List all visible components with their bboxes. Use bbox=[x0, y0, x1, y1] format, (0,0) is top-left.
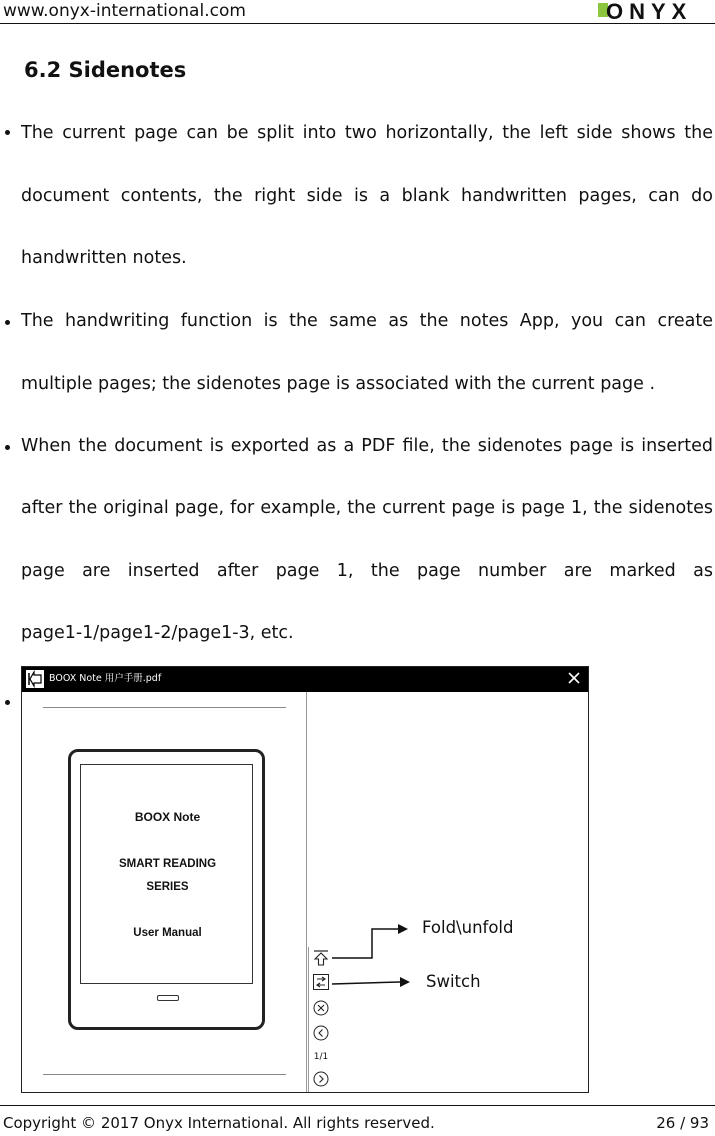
header-divider bbox=[0, 23, 715, 24]
device-screen bbox=[80, 764, 253, 984]
bullet-line: The current page can be split into two horizontally, the left side shows the bbox=[21, 123, 713, 143]
close-icon[interactable] bbox=[566, 670, 582, 686]
switch-callout: Switch bbox=[426, 972, 481, 991]
device-home-button bbox=[157, 995, 179, 1001]
footer-copyright: Copyright © 2017 Onyx International. All rights reserved. bbox=[3, 1114, 435, 1132]
sidenote-toolbar bbox=[308, 947, 333, 1092]
reader-title-bar bbox=[22, 667, 588, 692]
bullet-line: after the original page, for example, the current page is page 1, the sidenotes bbox=[21, 498, 713, 518]
section-title: 6.2 Sidenotes bbox=[24, 58, 187, 82]
bullet-line: handwritten notes. bbox=[21, 248, 187, 268]
next-page-icon[interactable] bbox=[313, 1071, 329, 1087]
fold-unfold-icon[interactable] bbox=[313, 950, 329, 966]
bullet-line: When the document is exported as a PDF file, the sidenotes page is inserted bbox=[21, 436, 713, 456]
bullet-dot bbox=[5, 445, 10, 450]
prev-page-icon[interactable] bbox=[313, 1025, 329, 1041]
sidenotes-screenshot bbox=[21, 666, 589, 1093]
bullet-line: The handwriting function is the same as the notes App, you can create bbox=[21, 311, 713, 331]
page-indicator: 1/1 bbox=[313, 1052, 329, 1062]
fold-unfold-callout: Fold\unfold bbox=[422, 918, 514, 937]
page-top-rule bbox=[43, 707, 286, 708]
header-url: www.onyx-international.com bbox=[3, 1, 246, 21]
close-circle-icon[interactable] bbox=[313, 1000, 329, 1016]
bullet-dot bbox=[5, 320, 10, 325]
device-illustration bbox=[68, 749, 265, 1030]
onyx-logo bbox=[598, 1, 712, 21]
back-icon[interactable] bbox=[26, 670, 44, 688]
footer-page-number: 26 / 93 bbox=[656, 1114, 709, 1132]
cover-brand: BOOX Note bbox=[134, 810, 201, 824]
bullet-dot bbox=[5, 130, 10, 135]
switch-icon[interactable] bbox=[313, 974, 329, 990]
cover-manual-title: User Manual bbox=[133, 927, 202, 939]
bullet-line: multiple pages; the sidenotes page is associated with the current page . bbox=[21, 374, 656, 394]
cover-series-line2: SERIES bbox=[146, 881, 189, 893]
split-divider bbox=[306, 692, 307, 1092]
bullet-line: page are inserted after page 1, the page number are marked as bbox=[21, 561, 713, 581]
footer-divider bbox=[0, 1105, 715, 1106]
cover-series-line1: SMART READING bbox=[118, 858, 217, 870]
bullet-dot bbox=[5, 700, 10, 705]
onyx-logo-text: ONYX bbox=[606, 1, 693, 21]
reader-window-title: BOOX Note 用户手册.pdf bbox=[49, 673, 162, 684]
bullet-line: page1-1/page1-2/page1-3, etc. bbox=[21, 623, 294, 643]
bullet-line: document contents, the right side is a blank handwritten pages, can do bbox=[21, 186, 713, 206]
page-bottom-rule bbox=[43, 1074, 286, 1075]
